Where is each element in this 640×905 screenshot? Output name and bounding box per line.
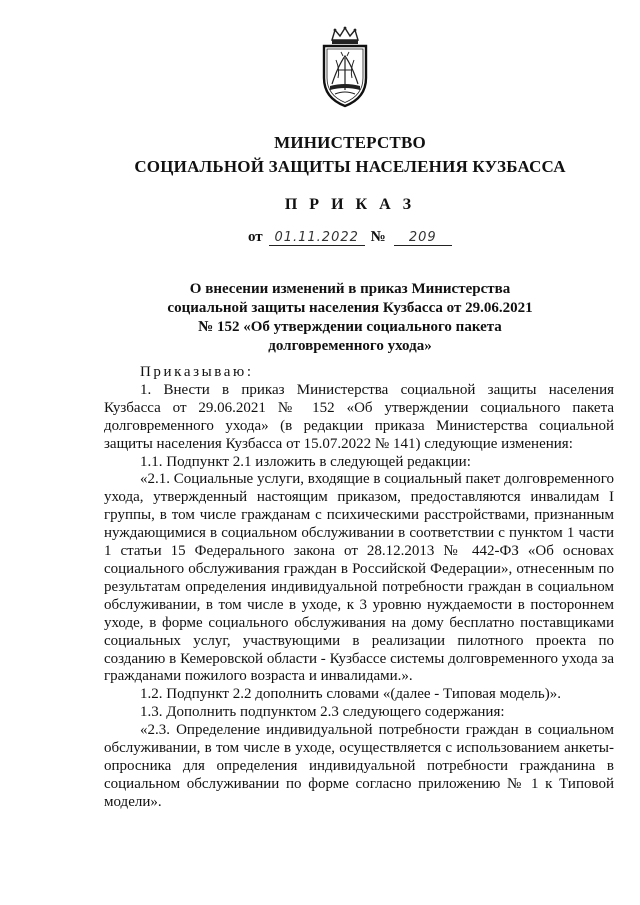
ministry-name-line2: СОЦИАЛЬНОЙ ЗАЩИТЫ НАСЕЛЕНИЯ КУЗБАССА xyxy=(134,157,566,176)
body-paragraph: «2.1. Социальные услуги, входящие в социальный пакет долговременного ухода, утвержденный настоящим приказом, предоставляются инвалидам I группы, в том числе гражданам с психическими расстройствами, признанным нуждающимися в социальном обслуживании в соответствии с пунктом 1 части 1 статьи 15 Федерального закона от 28.12.2013 № 442-ФЗ «Об основах социального обслуживания граждан в Российской Федерации», отнесенным по результатам определения индивидуальной потребности граждан в социальном обслуживании, в том числе в уходе, к 3 уровню нуждаемости в постороннем уходе, в форме социального обслуживания на дому бесплатно поставщиками социальных услуг, участвующими в реализации пилотного проекта по созданию в Кемеровской области - Кузбассе системы долговременного ухода за гражданами пожилого возраста и инвалидами.». xyxy=(104,471,614,685)
number-prefix: № xyxy=(370,229,386,245)
subject-line: долговременного ухода» xyxy=(268,338,432,354)
subject-line: № 152 «Об утверждении социального пакета xyxy=(198,319,502,335)
body-paragraph: 1.2. Подпункт 2.2 дополнить словами «(далее - Типовая модель)». xyxy=(140,686,562,703)
order-subject xyxy=(130,280,570,356)
subject-line: О внесении изменений в приказ Министерства xyxy=(189,281,511,297)
body-paragraph: «2.3. Определение индивидуальной потребности граждан в социальном обслуживании, в том числе в уходе, осуществляется с использованием анкеты-опросника для определения индивидуальной потребности гражданина в социальном обслуживании по форме согласно приложению № 1 к Типовой модели». xyxy=(104,722,614,810)
ministry-name-line1: МИНИСТЕРСТВО xyxy=(274,133,426,152)
order-title: П Р И К А З xyxy=(284,196,416,213)
body-paragraph: 1.1. Подпункт 2.1 изложить в следующей редакции: xyxy=(140,453,471,470)
coat-of-arms-icon xyxy=(318,26,372,110)
body-paragraph: 1.3. Дополнить подпунктом 2.3 следующего содержания: xyxy=(140,704,505,721)
subject-line: социальной защиты населения Кузбасса от 29.06.2021 xyxy=(167,300,533,316)
order-body xyxy=(104,364,614,812)
order-date-field: 01.11.2022 xyxy=(269,230,365,246)
order-date-number-line xyxy=(248,229,452,246)
order-number-field: 209 xyxy=(394,230,452,246)
body-paragraph-decree: Приказываю: xyxy=(140,364,254,380)
date-prefix: от xyxy=(248,229,263,245)
body-paragraph: 1. Внести в приказ Министерства социальной защиты населения Кузбасса от 29.06.2021 № 152 «Об утверждении социального пакета долговременного ухода» (в редакции приказа Министерства социальной защиты населения Кузбасса от 15.07.2022 № 141) следующие изменения: xyxy=(104,381,614,452)
